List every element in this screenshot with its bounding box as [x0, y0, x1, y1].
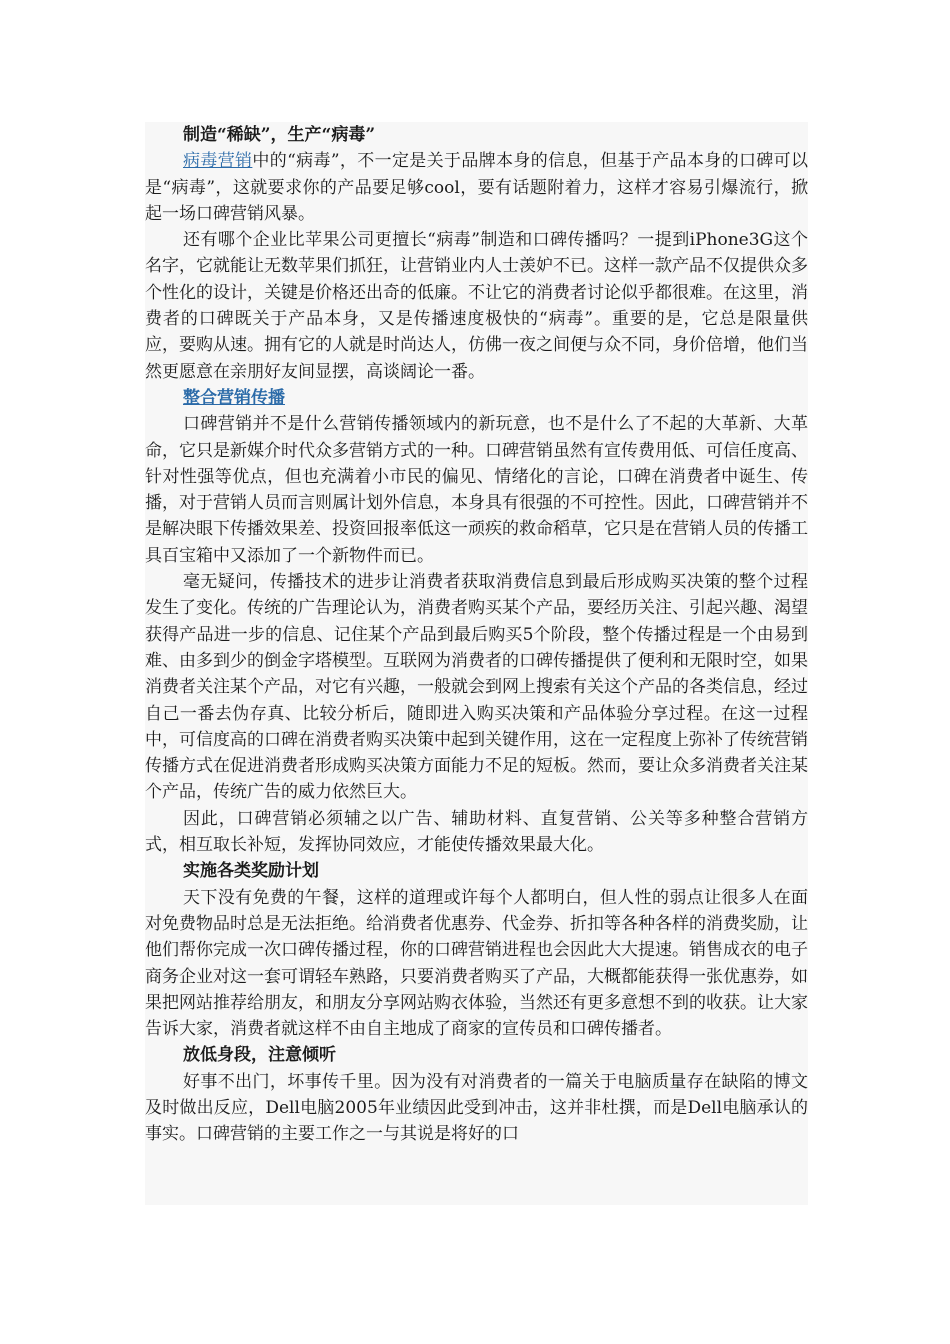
section-heading-scarcity: 制造“稀缺”，生产“病毒”	[183, 125, 376, 145]
imc-heading-link[interactable]: 整合营销传播	[183, 387, 285, 408]
paragraph-dell: 好事不出门，坏事传千里。因为没有对消费者的一篇关于电脑质量存在缺陷的博文及时做出反应，Dell电脑2005年业绩因此受到冲击，这并非杜撰，而是Dell电脑承认的事实。口碑营销的主要工作之一与其说是将好的口	[145, 1071, 808, 1145]
document-body	[145, 122, 808, 1205]
section-heading-listen: 放低身段，注意倾听	[183, 1045, 336, 1066]
paragraph-free-lunch: 天下没有免费的午餐，这样的道理或许每个人都明白，但人性的弱点让很多人在面对免费物品时总是无法拒绝。给消费者优惠券、代金券、折扣等各种各样的消费奖励，让他们帮你完成一次口碑传播过程，你的口碑营销进程也会因此大大提速。销售成衣的电子商务企业对这一套可谓轻车熟路，只要消费者购买了产品，大概都能获得一张优惠券，如果把网站推荐给朋友，和朋友分享网站购衣体验，当然还有更多意想不到的收获。让大家告诉大家，消费者就这样不由自主地成了商家的宣传员和口碑传播者。	[145, 887, 808, 1040]
viral-marketing-link[interactable]: 病毒营销	[183, 151, 253, 172]
paragraph-apple: 还有哪个企业比苹果公司更擅长“病毒”制造和口碑传播吗？一提到iPhone3G这个名字，它就能让无数苹果们抓狂，让营销业内人士羡妒不已。这样一款产品不仅提供众多个性化的设计，关键是价格还出奇的低廉。不让它的消费者讨论似乎都很难。在这里，消费者的口碑既关于产品本身，又是传播速度极快的“病毒”。重要的是，它总是限量供应，要购从速。拥有它的人就是时尚达人，仿佛一夜之间便与众不同，身价倍增，他们当然更愿意在亲朋好友间显摆，高谈阔论一番。	[145, 230, 808, 382]
paragraph-therefore: 因此，口碑营销必须辅之以广告、辅助材料、直复营销、公关等多种整合营销方式，相互取长补短，发挥协同效应，才能使传播效果最大化。	[145, 808, 808, 856]
paragraph-text: 中的“病毒”，不一定是关于品牌本身的信息，但基于产品本身的口碑可以是“病毒”，这就要求你的产品要足够cool，要有话题附着力，这样才容易引爆流行，掀起一场口碑营销风暴。	[145, 151, 808, 224]
paragraph-tech-progress: 毫无疑问，传播技术的进步让消费者获取消费信息到最后形成购买决策的整个过程发生了变化。传统的广告理论认为，消费者购买某个产品，要经历关注、引起兴趣、渴望获得产品进一步的信息、记住某个产品到最后购买5个阶段，整个传播过程是一个由易到难、由多到少的倒金字塔模型。互联网为消费者的口碑传播提供了便利和无限时空，如果消费者关注某个产品，对它有兴趣，一般就会到网上搜索有关这个产品的各类信息，经过自己一番去伪存真、比较分析后，随即进入购买决策和产品体验分享过程。在这一过程中，可信度高的口碑在消费者购买决策中起到关键作用，这在一定程度上弥补了传统营销传播方式在促进消费者形成购买决策方面能力不足的短板。然而，要让众多消费者关注某个产品，传统广告的威力依然巨大。	[145, 572, 808, 803]
paragraph-wom-nature: 口碑营销并不是什么营销传播领域内的新玩意，也不是什么了不起的大革新、大革命，它只是新媒介时代众多营销方式的一种。口碑营销虽然有宣传费用低、可信任度高、针对性强等优点，但也充满着小市民的偏见、情绪化的言论，口碑在消费者中诞生、传播，对于营销人员而言则属计划外信息，本身具有很强的不可控性。因此，口碑营销并不是解决眼下传播效果差、投资回报率低这一顽疾的救命稻草，它只是在营销人员的传播工具百宝箱中又添加了一个新物件而已。	[145, 414, 808, 566]
section-heading-imc	[145, 385, 808, 411]
paragraph-viral-intro	[145, 148, 808, 227]
section-heading-rewards: 实施各类奖励计划	[183, 861, 319, 882]
